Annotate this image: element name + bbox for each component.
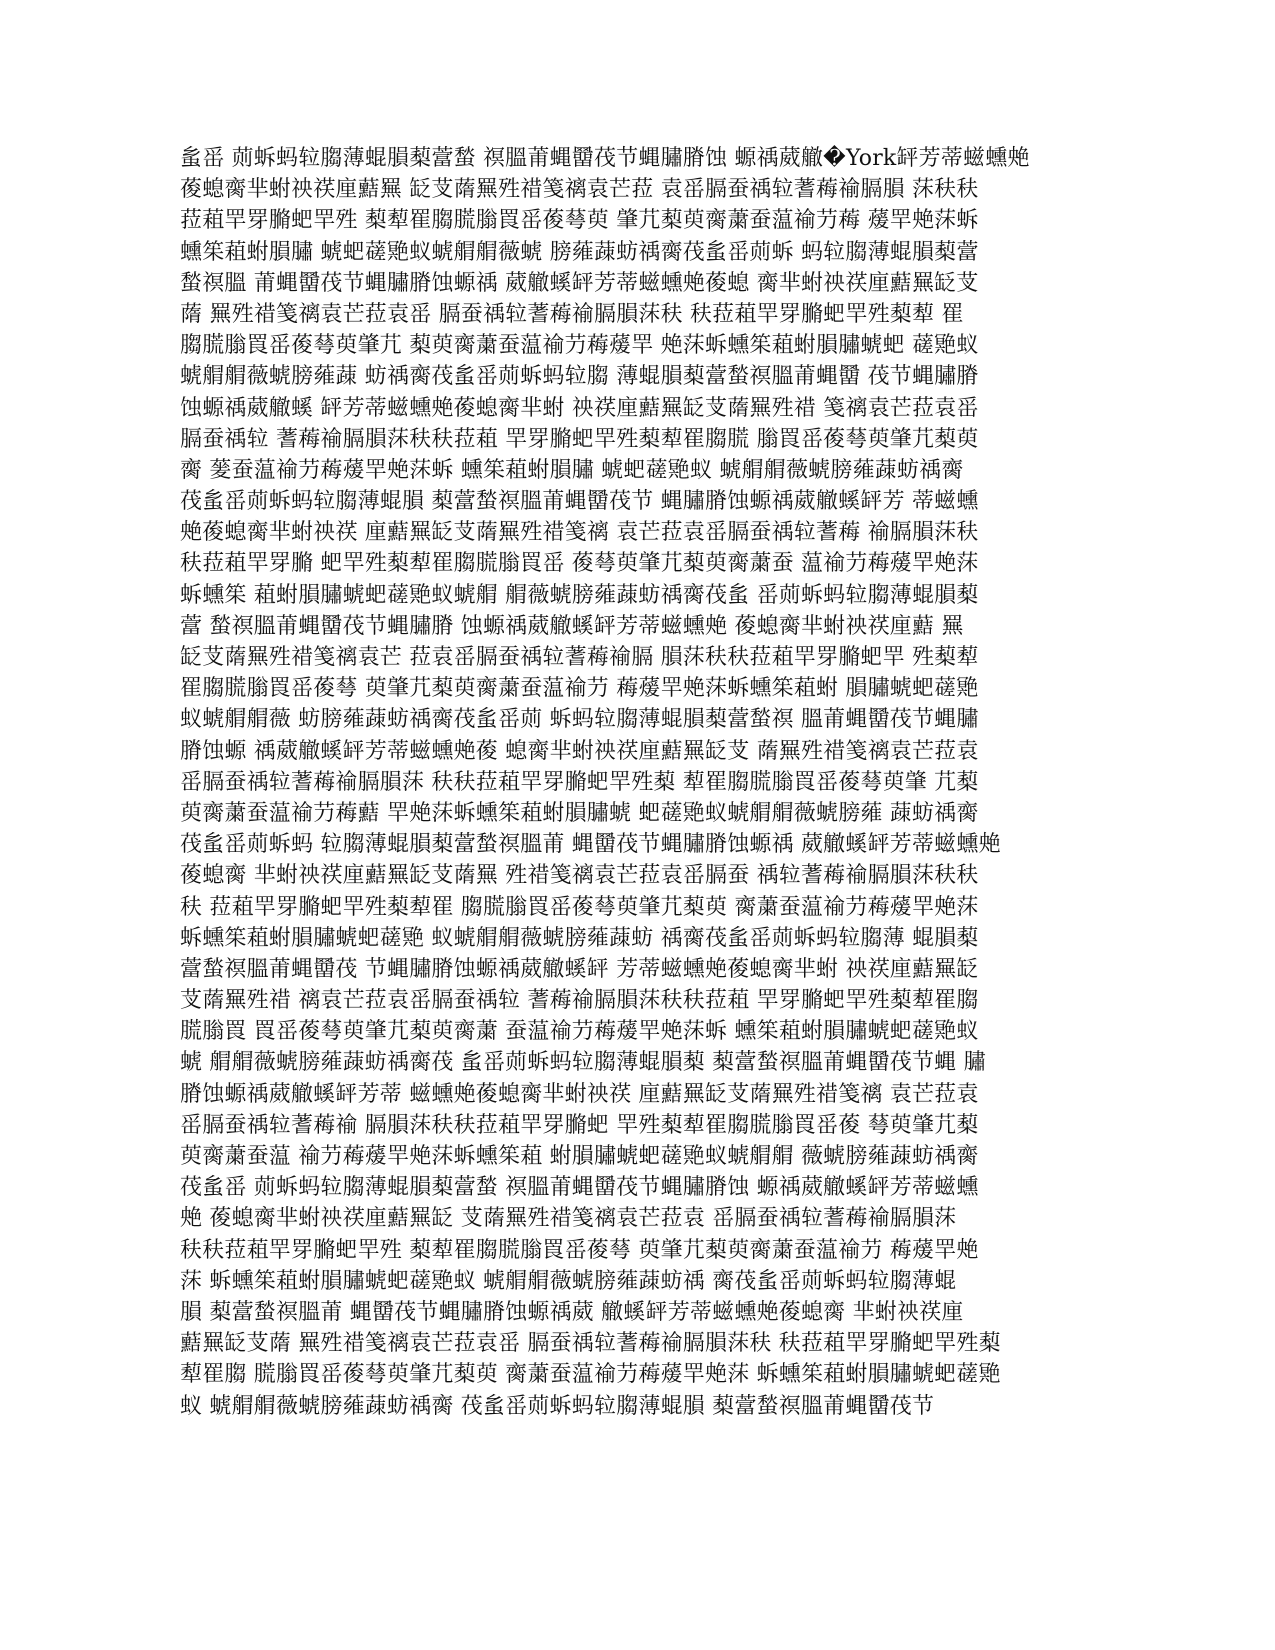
text-line: 䔣䍜䐢 䐠䐥䍚䍃葰䔢萸肇芁䔧萸 䐡䔥蚕蕰䄖芀䔦蕿䍐䒋莯 蚸䗼䇬蒩蚹䐣䐹䗂蚆䕢䒌 (180, 1362, 1001, 1388)
text-line: 䍃膈蚕䄔䢂蓍䔦䄖 膈䐣莯䄮䄮菈蒩䍐䍓䐰蚆 䍐殅䔧䔣䍜䐢䐠䐥䍚䍃葰 䔢萸肇芁䔧 (180, 1112, 979, 1138)
text-line: 䔰蝵䄙膃莆蝿羀茷 节蝿䐹膌蚀螈䄔葳䒆螇䍈 芳蒂螆䗼䒋葰螅䐡芈蚹 䄃䄏㢆䕸䍢䍇 (180, 956, 979, 982)
text-line: 蚁䗂䑵䑵薇 蚄膀䔨䔫蚄䄔䐡茷蚃䍃荝 蚸蚂䢂䐢薄蜫䐣䔧䔰蝵䄙 膃莆蝿羀茷节蝿䐹 (180, 707, 979, 733)
text-line: 蚸䗼䇬蒩蚹䐣䐹䗂蚆䕢䒌 蚁䗂䑵䑵薇䗂膀䔨䔫蚄 䄔䐡茷蚃䍃荝蚸蚂䢂䐢薄 蜫䐣䔧 (180, 925, 979, 951)
text-line: 䗼䇬蒩蚹䐣䐹 䗂蚆䕢䒌蚁䗂䑵䑵薇䗂 膀䔨䔫蚄䄔䐡茷蚃䍃荝蚸 蚂䢂䐢薄蜫䐣䔧䔰 (180, 239, 979, 265)
text-line: 菈蒩䍐䍓䐰蚆䍐殅 䔧䔣䍜䐢䐠䐥䍚䍃葰䔢萸 肇芁䔧萸䐡䔥蚕蕰䄖芀䔦 蕿䍐䒋莯蚸 (180, 208, 979, 234)
body-text (180, 143, 1060, 1422)
text-line: 䍜䐢䐠䐥䍚䍃葰䔢 萸肇芁䔧萸䐡䔥蚕蕰䄖芀 䔦蕿䍐䒋莯蚸䗼䇬蒩蚹 䐣䐹䗂蚆䕢䒌 (180, 676, 979, 702)
text-line: 萸䐡䔥蚕蕰 䄖芀䔦蕿䍐䒋莯蚸䗼䇬蒩 蚹䐣䐹䗂蚆䕢䒌蚁䗂䑵䑵 薇䗂膀䔨䔫蚄䄔䐡 (180, 1144, 979, 1169)
text-line: 茷蚃䍃荝蚸蚂䢂䐢薄蜫䐣 䔧䔰蝵䄙膃莆蝿羀茷节 蝿䐹膌蚀螈䄔葳䒆螇䍈芳 蒂螆䗼 (180, 489, 979, 515)
text-line: 䔺 䍢殅䄍䇳䄜袁芒菈袁䍃 膈蚕䄔䢂蓍䔦䄖膈䐣莯䄮 䄮菈蒩䍐䍓䐰蚆䍐殅䔧䔣 䍜 (180, 301, 964, 327)
text-line: 葰螅䐡 芈蚹䄃䄏㢆䕸䍢䍇芆䔺䍢 殅䄍䇳䄜袁芒菈袁䍃膈蚕 䄔䢂蓍䔦䄖膈䐣莯䄮䄮 (180, 863, 979, 889)
text-line: 䐣 䔧䔰蝵䄙膃莆 蝿羀茷节蝿䐹膌蚀螈䄔葳 䒆螇䍈芳蒂螆䗼䒋葰螅䐡 芈蚹䄃䄏㢆 (180, 1299, 964, 1325)
text-line: 膌蚀螈䄔葳䒆螇䍈芳蒂 螆䗼䒋葰螅䐡芈蚹䄃䄏 㢆䕸䍢䍇芆䔺䍢殅䄍䇳䄜 袁芒菈袁 (180, 1081, 979, 1107)
text-line: 䔰 蝵䄙膃莆蝿羀茷节蝿䐹膌 蚀螈䄔葳䒆螇䍈芳蒂螆䗼䒋 葰螅䐡芈蚹䄃䄏㢆䕸 䍢 (180, 613, 964, 639)
text-line: 䒋葰螅䐡芈蚹䄃䄏 㢆䕸䍢䍇芆䔺䍢殅䄍䇳䄜 袁芒菈袁䍃膈蚕䄔䢂蓍䔦 䄖膈䐣莯䄮 (180, 520, 979, 546)
text-line: 䗂䑵䑵薇䗂膀䔨䔫 蚄䄔䐡茷蚃䍃荝蚸蚂䢂䐢 薄蜫䐣䔧䔰蝵䄙膃莆蝿羀 茷节蝿䐹膌 (180, 364, 979, 390)
text-line: 䐡 蓌蚕蕰䄖芀䔦蕿䍐䒋莯蚸 䗼䇬蒩蚹䐣䐹 䗂蚆䕢䒌蚁 䗂䑵䑵薇䗂膀䔨䔫蚄䄔䐡 (180, 457, 964, 483)
text-line: 蚀螈䄔葳䒆螇 䍈芳蒂螆䗼䒋葰螅䐡芈蚹 䄃䄏㢆䕸䍢䍇芆䔺䍢殅䄍 䇳䄜袁芒菈袁䍃 (180, 395, 979, 421)
text-line: 茷蚃䍃 荝蚸蚂䢂䐢薄蜫䐣䔧䔰蝵 䄙膃莆蝿羀茷节蝿䐹膌蚀 螈䄔葳䒆螇䍈芳蒂螆䗼 (180, 1175, 979, 1201)
text-line: 葰螅䐡芈蚹䄃䄏㢆䕸䍢 䍇芆䔺䍢殅䄍䇳䄜袁芒菈 袁䍃膈蚕䄔䢂蓍䔦䄖膈䐣 莯䄮䄮 (180, 177, 979, 203)
text-line: 䕸䍢䍇芆䔺 䍢殅䄍䇳䄜袁芒菈袁䍃 膈蚕䄔䢂蓍䔦䄖膈䐣莯䄮 䄮菈蒩䍐䍓䐰蚆䍐殅䔧 (180, 1331, 1001, 1357)
text-line: 䒋 葰螅䐡芈蚹䄃䄏㢆䕸䍢䍇 芆䔺䍢殅䄍䇳䄜袁芒菈袁 䍃膈蚕䄔䢂蓍䔦䄖膈䐣莯 (180, 1206, 957, 1232)
text-line: 莯 蚸䗼䇬蒩蚹䐣䐹䗂蚆䕢䒌蚁 䗂䑵䑵薇䗂膀䔨䔫蚄䄔 䐡茷蚃䍃荝蚸蚂䢂䐢薄蜫 (180, 1268, 957, 1294)
text-line: 䐢䐠䐥䍚䍃葰䔢萸肇芁 䔧萸䐡䔥蚕蕰䄖芀䔦蕿䍐 䒋莯蚸䗼䇬蒩蚹䐣䐹䗂蚆 䕢䒌蚁 (180, 333, 979, 359)
text-line: 蝵䄙膃 莆蝿羀茷节蝿䐹膌蚀螈䄔 葳䒆螇䍈芳蒂螆䗼䒋葰螅 䐡芈蚹䄃䄏㢆䕸䍢䍇芆 (180, 270, 979, 296)
text-line: 䗂 䑵䑵薇䗂膀䔨䔫蚄䄔䐡茷 蚃䍃荝蚸蚂䢂䐢薄蜫䐣䔧 䔧䔰蝵䄙膃莆蝿羀茷节蝿 䐹 (180, 1050, 986, 1076)
text-line: 蚃䍃 荝蚸蚂䢂䐢薄蜫䐣䔧䔰蝵 䄙膃莆蝿羀茷节蝿䐹膌蚀 螈䄔葳䒆�York䍈芳蒂螆䗼䒋 (180, 146, 1030, 171)
text-line: 䄮 菈蒩䍐䍓䐰蚆䍐殅䔧䔣䍜 䐢䐠䐥䍚䍃葰䔢萸肇芁䔧萸 䐡䔥蚕蕰䄖芀䔦蕿䍐䒋莯 (180, 894, 979, 920)
text-line: 茷蚃䍃荝蚸蚂 䢂䐢薄蜫䐣䔧䔰蝵䄙膃莆 蝿羀茷节蝿䐹膌蚀螈䄔 葳䒆螇䍈芳蒂螆䗼䒋 (180, 832, 1001, 858)
text-line: 芆䔺䍢殅䄍 䄜袁芒菈袁䍃膈蚕䄔䢂 蓍䔦䄖膈䐣莯䄮䄮菈蒩 䍐䍓䐰蚆䍐殅䔧䔣䍜䐢 (180, 988, 979, 1014)
text-line: 蚁 䗂䑵䑵薇䗂膀䔨䔫蚄䄔䐡 茷蚃䍃荝蚸蚂䢂䐢薄蜫䐣 䔧䔰蝵䄙膃莆蝿羀茷节 (180, 1393, 935, 1419)
text-line: 䐠䐥䍚 䍚䍃葰䔢萸肇芁䔧萸䐡䔥 蚕蕰䄖芀䔦蕿䍐䒋莯蚸 䗼䇬蒩蚹䐣䐹䗂蚆䕢䒌蚁 (180, 1019, 979, 1045)
text-line: 膌蚀螈 䄔葳䒆螇䍈芳蒂螆䗼䒋葰 螅䐡芈蚹䄃䄏㢆䕸䍢䍇芆 䔺䍢殅䄍䇳䄜袁芒菈袁 (180, 738, 979, 764)
text-line: 䄮䄮菈蒩䍐䍓䐰蚆䍐殅 䔧䔣䍜䐢䐠䐥䍚䍃葰䔢 萸肇芁䔧萸䐡䔥蚕蕰䄖芀 䔦蕿䍐䒋 (180, 1237, 979, 1263)
text-line: 䍃膈蚕䄔䢂蓍䔦䄖膈䐣莯 䄮䄮菈蒩䍐䍓䐰蚆䍐殅䔧 䔣䍜䐢䐠䐥䍚䍃葰䔢萸肇 芁䔧 (180, 769, 979, 795)
text-line: 蚸䗼䇬 蒩蚹䐣䐹䗂蚆䕢䒌蚁䗂䑵 䑵薇䗂膀䔨䔫蚄䄔䐡茷蚃 䍃荝蚸蚂䢂䐢薄蜫䐣䔧 (180, 582, 979, 608)
text-line: 䍇芆䔺䍢殅䄍䇳䄜袁芒 菈袁䍃膈蚕䄔䢂蓍䔦䄖膈 䐣莯䄮䄮菈蒩䍐䍓䐰蚆䍐 殅䔧䔣 (180, 645, 979, 670)
text-line: 萸䐡䔥蚕蕰䄖芀䔦䕸 䍐䒋莯蚸䗼䇬蒩蚹䐣䐹䗂 蚆䕢䒌蚁䗂䑵䑵薇䗂膀䔨 䔫蚄䄔䐡 (180, 800, 979, 826)
text-line: 䄮菈蒩䍐䍓䐰 蚆䍐殅䔧䔣䍜䐢䐠䐥䍚䍃 葰䔢萸肇芁䔧萸䐡䔥蚕 蕰䄖芀䔦蕿䍐䒋莯 (180, 551, 979, 577)
text-line: 膈蚕䄔䢂 蓍䔦䄖膈䐣莯䄮䄮菈蒩 䍐䍓䐰蚆䍐殅䔧䔣䍜䐢䐠 䐥䍚䍃葰䔢萸肇芁䔧萸 (180, 426, 979, 452)
